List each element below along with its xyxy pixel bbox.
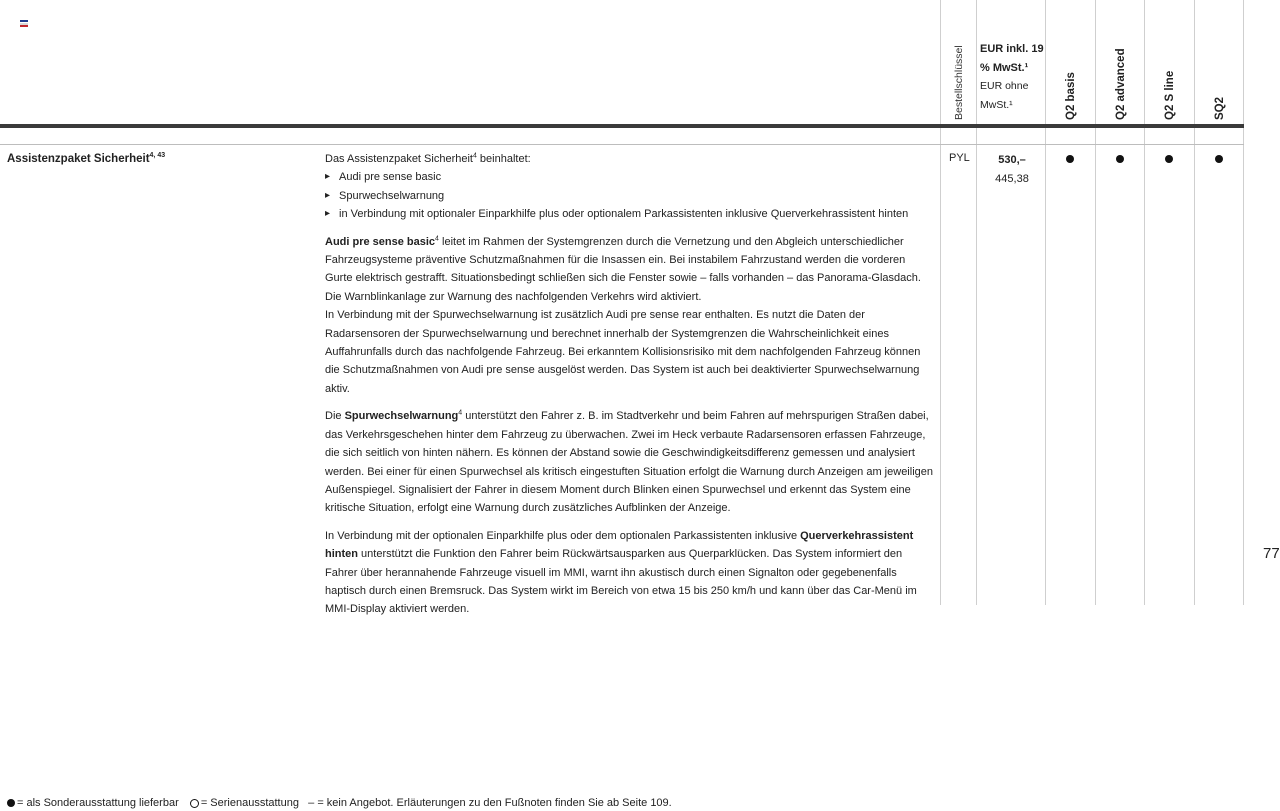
standard-equipment-dot-icon <box>1066 155 1074 163</box>
price-net: 445,38 <box>995 173 1029 185</box>
standard-equipment-dot-icon <box>1165 155 1173 163</box>
column-header-model-sq2: SQ2 <box>1214 96 1226 120</box>
row-rule <box>0 144 1244 145</box>
item-title: Assistenzpaket Sicherheit$^{4, 43}$ <box>7 152 166 165</box>
language-flag-icon <box>20 20 28 27</box>
standard-equipment-dot-icon <box>1116 155 1124 163</box>
paragraph-pre-sense: Audi pre sense basic$^4$ leitet im Rahmen der Systemgrenzen durch die Vernetzung und den Abgleich unterschiedlicher Fahrzeugsysteme präventive Schutzmaßnahmen für die Insassen ein. Bei instabilem Fahrzustand werden die vorderen Gurte elektrisch gestrafft. Situationsbedingt schließen sich die Fenster sowie – falls vorhanden – das Panorama-Glasdach. Die Warnblinkanlage zur Warnung des nachfolgenden Verkehrs wird aktiviert. In Verbindung mit der Spurwechselwarnung ist zusätzlich Audi pre sense rear enthalten. Es nutzt die Daten der Radarsensoren der Spurwechselwarnung und berechnet innerhalb der Systemgrenzen die Wahrscheinlichkeit eines Auffahrunfalls durch das nachfolgende Fahrzeug. Bei erkanntem Kollisionsrisiko mit dem nachfolgenden Fahrzeug können die Schutzmaßnahmen von Audi pre sense ausgelöst werden. Das System ist auch bei deaktivierter Spurwechselwarnung aktiv. <box>325 234 921 395</box>
column-divider <box>976 0 977 605</box>
paragraph-cross-traffic: In Verbindung mit der optionalen Einparkhilfe plus oder dem optionalen Parkassistenten inklusive Querverkehrassistent hinten unterstützt die Funktion den Fahrer beim Rückwärtsausparken aus Querparklücken. Das System informiert den Fahrer über herannahende Fahrzeuge visuell im MMI, warnt ihn akustisch durch einen Signalton oder gegebenenfalls haptisch durch einen Bremsruck. Das System wirkt im Bereich von etwa 15 bis 250 km/h und kann über das Car-Menü im MMI-Display aktiviert werden. <box>325 529 917 616</box>
column-divider <box>1194 0 1195 605</box>
price-gross: 530,– <box>998 154 1026 166</box>
column-divider <box>1243 0 1244 605</box>
price-gross-label: EUR inkl. 19 % MwSt.¹ <box>980 43 1044 74</box>
feature-list <box>325 168 933 223</box>
description-intro: Das Assistenzpaket Sicherheit$^4$ beinhaltet: <box>325 152 531 165</box>
hollow-dot-icon <box>190 799 199 808</box>
column-divider <box>1045 0 1046 605</box>
filled-dot-icon <box>7 799 15 807</box>
column-header-price <box>980 40 1044 114</box>
price-net-label: EUR ohne MwSt.¹ <box>980 80 1029 111</box>
page-number: 77 <box>1263 545 1280 562</box>
column-divider <box>1144 0 1145 605</box>
column-divider <box>940 0 941 605</box>
column-header-order-code: Bestellschlüssel <box>953 45 965 120</box>
list-item: ▸ Spurwechselwarnung <box>325 187 933 205</box>
column-header-model-q2-advanced: Q2 advanced <box>1115 48 1127 120</box>
item-description <box>325 150 933 619</box>
list-item: ▸ Audi pre sense basic <box>325 168 933 186</box>
item-price <box>978 151 1046 189</box>
list-item: ▸ in Verbindung mit optionaler Einparkhilfe plus oder optionalem Parkassistenten inklusive Querverkehrassistent hinten <box>325 205 933 223</box>
column-header-model-q2-basis: Q2 basis <box>1065 72 1077 120</box>
header-rule <box>0 124 1244 128</box>
standard-equipment-dot-icon <box>1215 155 1223 163</box>
paragraph-lane-change: Die Spurwechselwarnung$^4$ unterstützt den Fahrer z. B. im Stadtverkehr und beim Fahren auf mehrspurigen Straßen dabei, das Verkehrsgeschehen hinter dem Fahrzeug zu überwachen. Zwei im Heck verbaute Radarsensoren erfassen Fahrzeuge, die sich seitlich von hinten nähern. Es können der Abstand sowie die Geschwindigkeitsdifferenz gemessen und analysiert werden. Bei einer für einen Spurwechsel als kritisch eingestuften Situation erfolgt die Warnung durch Anzeigen am jeweiligen Außenspiegel. Signalisiert der Fahrer in diesem Moment durch Blinken einen Spurwechsel und erkennt das System eine kritische Situation, erfolgt eine Warnung durch zusätzliches Aufblinken der Anzeige. <box>325 409 933 515</box>
order-code: PYL <box>949 152 970 164</box>
legend: = als Sonderausstattung lieferbar = Serienausstattung – = kein Angebot. Erläuterungen zu den Fußnoten finden Sie ab Seite 109. <box>7 797 672 809</box>
column-divider <box>1095 0 1096 605</box>
column-header-model-q2-s-line: Q2 S line <box>1164 70 1176 120</box>
